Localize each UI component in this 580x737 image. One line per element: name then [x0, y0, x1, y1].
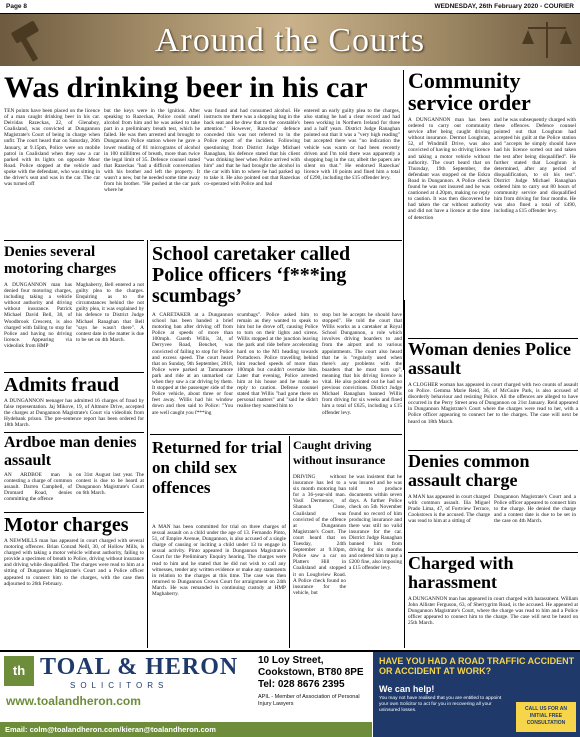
firm-logo: th — [4, 656, 34, 686]
headline-caught-driving: Caught driving without insurance — [293, 438, 386, 467]
denies-col-1: A DUNGANNON man has denied four motoring charges, including taking a vehicle without authority and driving without insurance. Patrick Michael David Bell, 38, of Woodbrook Crescent, is also charged with failing to stop for Police and having no driving licence. Appearing via videolink from HMP — [4, 282, 72, 349]
beer-col-2: but the keys were in the ignition. After speaking to Razeckas, Police could smell alcohol from him and he was asked to take part in a preliminary breath test, which he failed. He was then arrested and brought to Dungannon Police station where he gave a lower reading of 81 micrograms of alcohol in 100 millilitres of breath, more than twice the legal limit of 35. Defence counsel stated that Razeckas "had a difficult conversation with his brother and left the property. It wasn't a new, but he needed some time away from his brother. "He pushed at the car park where he — [104, 108, 200, 194]
community-col-2: and he was subsequently charged with these offences. Defence counsel pointed out that Loughran had accepted his guilt at the Police station and "accepts he simply should have had his licence sorted out and taken the test after being disqualified". He further stated that Loughran is determined, after any period of disqualification, to sit his test". District Judge Michael Ranaghan ordered him to carry out 80 hours of community service and disqualified him from driving for four months. He was also fined a total of £490, including a £15 offender levy. — [494, 117, 576, 215]
headline-denies-motoring: Denies several motoring charges — [4, 244, 117, 277]
headline-admits-fraud: Admits fraud — [4, 374, 120, 396]
headline-beer: Was drinking beer in his car — [4, 71, 368, 104]
caretaker-col-3: stop but he accepts he should have stopped". He told the court that Willis works as a caretaker at Royal School Dungannon, a role which involves driving boarders to and from the airport and to various appointments. The court also heard that he is "regularly used when there's any problems with the boarders that he must turn up", meaning that his driving licence is vital. He also pointed out he had no previous convictions. District Judge Michael Ranaghan banned Willis from driving for six weeks and fined him a total of £625, including a £15 offender levy. — [322, 312, 402, 416]
caretaker-col-2: scumbags". Police asked him to remain as they wanted to speak to him but he drove off, causing Police to turn on their lights and sirens. Willis stopped at the junction leaving the park and ride before accelerating hard on to the M1 heading towards Portadown. Police travelling behind him reached speeds of more than 100mph but couldn't overtake him. Later that evening, Police arrested him at his house and he made no reply to caution. Defense counsel stated that Willis "had gone there on personal matters" and "said he didn't realise they wanted him to — [237, 312, 318, 410]
beer-col-3: was found and had consumed alcohol. He instructs me there was a shopping bag in the back seat and he drew that to the constable's attention." However, Razeckas' defence conceded this was not referred to in the Police report of the incident. Following questioning from District Judge Michael Ranaghan, his defence stated that his client "was drinking beer when Police arrived with him" and that he had brought the alcohol in the car with him to where he had parked up to take it. He also pointed out that Razeckas co-operated with Police and had — [204, 108, 300, 188]
firm-solicitors: SOLICITORS — [70, 681, 169, 690]
headline-common-assault: Denies common assault charge — [408, 451, 530, 490]
section-rule — [150, 240, 402, 241]
column-divider — [147, 240, 148, 648]
headline-woman-denies: Woman denies Police assault — [408, 339, 571, 378]
masthead-banner — [0, 14, 580, 66]
promo-headline: HAVE YOU HAD A ROAD TRAFFIC ACCIDENT OR ACCIDENT AT WORK? — [379, 656, 575, 676]
address-line-1: 10 Loy Street, — [258, 655, 324, 666]
assault-col-2: Dungannon Magistrate's Court and a Police officer appeared to connect him to the charge. He denied the charge and a contest date is due to be set in the case on 4th March. — [494, 494, 576, 525]
section-rule — [150, 434, 402, 435]
section-rule — [4, 432, 144, 433]
returned-body: A MAN has been committed for trial on three charges of sexual assault on a child under the age of 13. Fernando Pinto, 51, of Empire Avenue, Dungannon, is also accused of a single charge of causing or inciting a child under 13 to engage in sexual activity. Pinto appeared in Dungannon Magistrate's Court for the Preliminary Enquiry hearing. The charges were read to him and he stated that he did not wish to call any witnesses, tender any written evidence or make any statements in relation to the charges at this time. The case was then returned to Dungannon Crown Court for arraignment on 24th March. He was remanded in continuing custody at HMP Maghaberry. — [152, 524, 286, 598]
harassment-body: A DUNGANNON man has appeared in court charged with harassment. William John Allister Ferguson, 63, of Sherrygrim Road, is the accused. He appeared at Dungannon Magistrate's Court, where the charge was read to him and a Police officer appeared to connect him to the charge. The case will next be heard on 25th March. — [408, 596, 578, 627]
headline-ardboe: Ardboe man denies assault — [4, 434, 137, 469]
headline-returned-trial: Returned for trial on child sex offences — [152, 438, 282, 497]
headline-motor-charges: Motor charges — [4, 514, 129, 536]
ardboe-col-2: on 31st August last year. The contest is due to be heard at Dungannon Magistrate's Court on 6th March. — [76, 472, 144, 497]
denies-col-2: Maghaberry, Bell entered a not guilty plea to the charges. Enquiring as to the circumstances behind the not guilty plea, it was explained by his defence to District Judge Michael Ranaghan that Bell "says he wasn't there". A contest date in the matter is due to be set on 4th March. — [76, 282, 144, 343]
admits-body: A DUNGANNON teenager has admitted 16 charges of fraud by false representation. Jaj Mikove, 19, of Altmore Drive, accepted the charges at Dungannon Magistrate's Court via videolink from Hydebank prison. The pre-sentence report has been ordered for 18th March. — [4, 398, 144, 429]
motor-body: A NEWMILLS man has appeared in court charged with several motoring offences. Brian Conrad Neill, 30, of Hollow Mills, is charged with taking a motor vehicle without authority, failing to provide a specimen of breath to Police, driving without insurance and driving while disqualified. The charges were read to him at a sitting of Dungannon Magistrate's Court and a Police officer appeared to connect him to the charges, with the case then adjourned to 26th February. — [4, 538, 144, 587]
community-col-1: A DUNGANNON man has been ordered to carry out community service after being caught driving without insurance. Dermot Loughran, 52, of Windmill Drive, was also convicted of having no driving licence and taking a motor vehicle without authority. The court heard that on Thursday, 19th September, the defendant was stopped on the Eskra Road in Dungannon. A Police check found he was not insured and he was cautioned at 4.20pm, making no reply to caution. It was then discovered he had taken the car without authority and did not have a licence at the time of detection — [408, 117, 490, 221]
section-rule — [4, 512, 144, 513]
woman-body: A CLOGHER woman has appeared in court charged with two counts of assault on Police. Gemma Marie Reid, 36, of McGuire Park, is also accused of disorderly behaviour and resisting Police. All the offences are alleged to have occurred in the Perry Street area of Dungannon on 21st January. Reid appeared in Dungannon Magistrate's Court where the charges were read to her, with a Police officer appearing to connect her to the charges. The case will next be heard on 18th March. — [408, 382, 578, 425]
masthead-title: Around the Courts — [154, 22, 426, 59]
assault-col-1: A MAN has appeared in court charged with common assault. Ilia Miguel Prado Lima, 47, of Fortview Terrace, Cookstown is the accused. The charge was read to him at a sitting of — [408, 494, 490, 525]
accident-promo — [373, 652, 580, 737]
beer-col-1: TEN points have been placed on the licence of a man caught drinking beer in his car. Deividas Razeckas, 22, of Glenaboy, Coalisland, was convicted at Dungannon Magistrate's Court of being in charge when unfit. The court heard that on Saturday, 26th January, at 9.15pm, Police were on mobile patrol in Coalisland when they saw a car parked with its lights on opposite Moor Road. Police stopped at the vehicle and spoke with the defendant, who was sitting in the driver's seat and was in the car. The car was turned off — [4, 108, 100, 188]
promo-subheading: We can help! — [379, 684, 435, 694]
firm-email-link[interactable]: Email: colm@toalandheron.com/kieran@toalandheron.com — [0, 722, 372, 737]
firm-name: TOAL & HERON — [40, 654, 239, 680]
caretaker-col-1: A CARETAKER at a Dungannon school has been handed a brief motoring ban after driving off from Police at speeds of more than 100mph. Gareth Willis, 34, of Derryvee Road, Benchet, was convicted of failing to stop for Police and excess speed. The court heard that on Sunday, 9th September, 2018, Police were parked at Tamnamore park and ride at an unmarked car when they saw a car driving by them. It stopped at the passenger side of the Police vehicle, about three or four feet away. Willis had his window down and then said to Police: "You are well caught you f***ing — [152, 312, 233, 416]
column-divider — [404, 300, 405, 648]
promo-body: You may not have realised that you are entitled to appoint your own Solicitor to act for you in recovering all your uninsured losses. — [379, 696, 502, 713]
caught-col-2: he was insistent that he was insured and he was told to produce documents within seven days. A further Police check on 5th November found no record of him producing insurance and there was still no valid insurance for the car. District Judge Ranaghan banned him from driving for six months and ordered him to pay a £200 fine, also imposing a £15 offender levy. — [349, 474, 402, 572]
dateline: WEDNESDAY, 26th February 2020 - COURIER — [434, 3, 574, 10]
telephone: Tel: 028 8676 2395 — [258, 679, 345, 690]
section-rule — [4, 240, 144, 241]
headline-community: Community service order — [408, 68, 531, 115]
headline-caretaker: School caretaker called Police officers ‘f***ing scumbags’ — [152, 243, 351, 307]
apil-note: APIL - Member of Association of Personal Injury Lawyers — [258, 694, 360, 707]
promo-call-button[interactable]: CALL US FOR AN INITIAL FREE CONSULTATION — [516, 702, 576, 732]
firm-address — [258, 655, 364, 691]
ardboe-col-1: AN ARDBOE man is contesting a charge of common assault. Darren Campbell, of Dromard Road, denies committing the offence — [4, 472, 72, 503]
caught-col-1: DRIVING without insurance has led to a six month motoring ban for a 36-year-old man. Vasil Dermenov, of Shanoch Close, Coalisland was convicted of the offence at Dungannon Magistrate's Court. The court heard that on Tuesday, 24th September at 9.10pm, Police saw a car on Platters Hill in Coalisland and stopped it on Loughview Road. A Police check found no insurance for the vehicle, but — [293, 474, 346, 596]
headline-harassment: Charged with harassment — [408, 553, 514, 592]
address-line-2: Cookstown, BT80 8PE — [258, 667, 364, 678]
beer-col-4: entered an early guilty plea to the charges, also stating he had a clear record and had been working in Northern Ireland for three and a half years. District Judge Ranaghan pointed out that it was a "very high reading" but accepted there was "no indication the vehicle was warm or had been recently driven and I'm told there was apparently a shopping bag in the car, albeit the papers are silent on that." He endorsed Razeckas' licence with 10 points and fined him a total of £290, including the £15 offender levy. — [304, 108, 400, 182]
page-number: Page 8 — [6, 3, 27, 10]
firm-website-link[interactable]: www.toalandheron.com — [6, 694, 141, 708]
section-rule — [4, 372, 144, 373]
column-divider — [289, 436, 290, 648]
page-header — [0, 0, 580, 14]
